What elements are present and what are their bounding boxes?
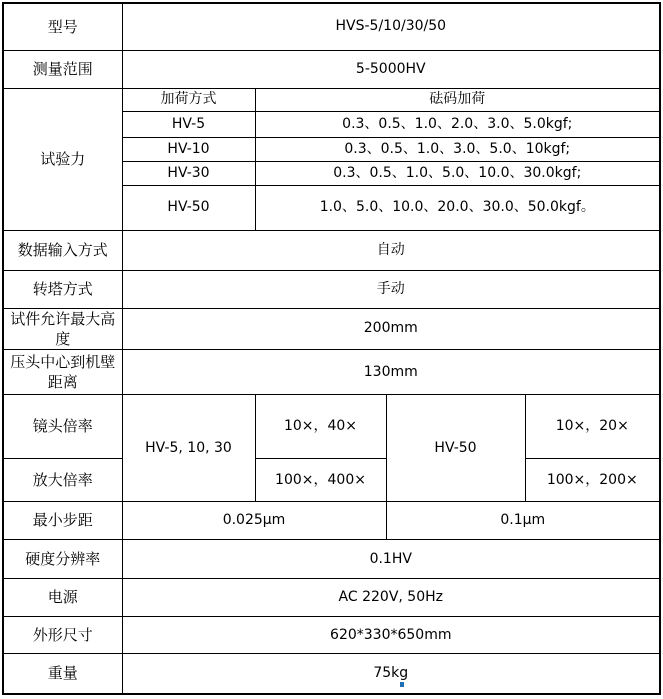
- lens-label: 镜头倍率: [3, 395, 122, 459]
- row-dimensions: [3, 617, 660, 654]
- row-weight: [3, 654, 660, 694]
- max-height-value: 200mm: [122, 308, 660, 350]
- range-value: 5-5000HV: [122, 50, 660, 88]
- resolution-value: 0.1HV: [122, 540, 660, 579]
- power-value: AC 220V, 50Hz: [122, 579, 660, 617]
- weight-label: 重量: [3, 654, 122, 694]
- range-label: 测量范围: [3, 50, 122, 88]
- hv10-model-cell: HV-10: [122, 137, 255, 161]
- turret-label: 转塔方式: [3, 270, 122, 308]
- magnification-label: 放大倍率: [3, 459, 122, 502]
- row-test-force-header: [3, 88, 660, 111]
- magnification-value1-cell: 100×，400×: [255, 459, 386, 502]
- throat-value: 130mm: [122, 350, 660, 395]
- row-resolution: [3, 540, 660, 579]
- hv30-model-cell: HV-30: [122, 161, 255, 185]
- hv50-model-cell: HV-50: [122, 185, 255, 230]
- min-step-label: 最小步距: [3, 502, 122, 540]
- row-data-input: [3, 230, 660, 270]
- hv30-forces-cell: 0.3、0.5、1.0、5.0、10.0、30.0kgf;: [255, 161, 660, 185]
- row-range: [3, 50, 660, 88]
- dimensions-value: 620*330*650mm: [122, 617, 660, 654]
- row-power: [3, 579, 660, 617]
- row-throat: [3, 350, 660, 395]
- model-value: HVS-5/10/30/50: [122, 3, 660, 50]
- data-input-label: 数据输入方式: [3, 230, 122, 270]
- test-force-label: 试验力: [3, 88, 122, 230]
- row-min-step: [3, 502, 660, 540]
- stray-cursor-artifact: [400, 682, 404, 687]
- throat-label: 压头中心到机壁距离: [3, 350, 122, 395]
- row-model: [3, 3, 660, 50]
- hv50-forces-cell: 1.0、5.0、10.0、20.0、30.0、50.0kgf。: [255, 185, 660, 230]
- magnification-value2-cell: 100×，200×: [525, 459, 660, 502]
- lens-value2-cell: 10×，20×: [525, 395, 660, 459]
- spec-table: [2, 2, 661, 695]
- lens-group2-cell: HV-50: [386, 395, 525, 502]
- lens-value1-cell: 10×，40×: [255, 395, 386, 459]
- dimensions-label: 外形尺寸: [3, 617, 122, 654]
- row-lens: [3, 395, 660, 459]
- loading-method-header: 加荷方式: [122, 88, 255, 111]
- min-step-value2-cell: 0.1μm: [386, 502, 660, 540]
- min-step-value1-cell: 0.025μm: [122, 502, 386, 540]
- hv5-model-cell: HV-5: [122, 111, 255, 137]
- resolution-label: 硬度分辨率: [3, 540, 122, 579]
- hv5-forces-cell: 0.3、0.5、1.0、2.0、3.0、5.0kgf;: [255, 111, 660, 137]
- max-height-label: 试件允许最大高度: [3, 308, 122, 350]
- weight-loading-header: 砝码加荷: [255, 88, 660, 111]
- row-max-height: [3, 308, 660, 350]
- lens-group1-cell: HV-5, 10, 30: [122, 395, 255, 502]
- model-label: 型号: [3, 3, 122, 50]
- turret-value: 手动: [122, 270, 660, 308]
- weight-value: 75kg: [122, 654, 660, 694]
- row-magnification: [3, 459, 660, 502]
- power-label: 电源: [3, 579, 122, 617]
- hv10-forces-cell: 0.3、0.5、1.0、3.0、5.0、10kgf;: [255, 137, 660, 161]
- row-turret: [3, 270, 660, 308]
- data-input-value: 自动: [122, 230, 660, 270]
